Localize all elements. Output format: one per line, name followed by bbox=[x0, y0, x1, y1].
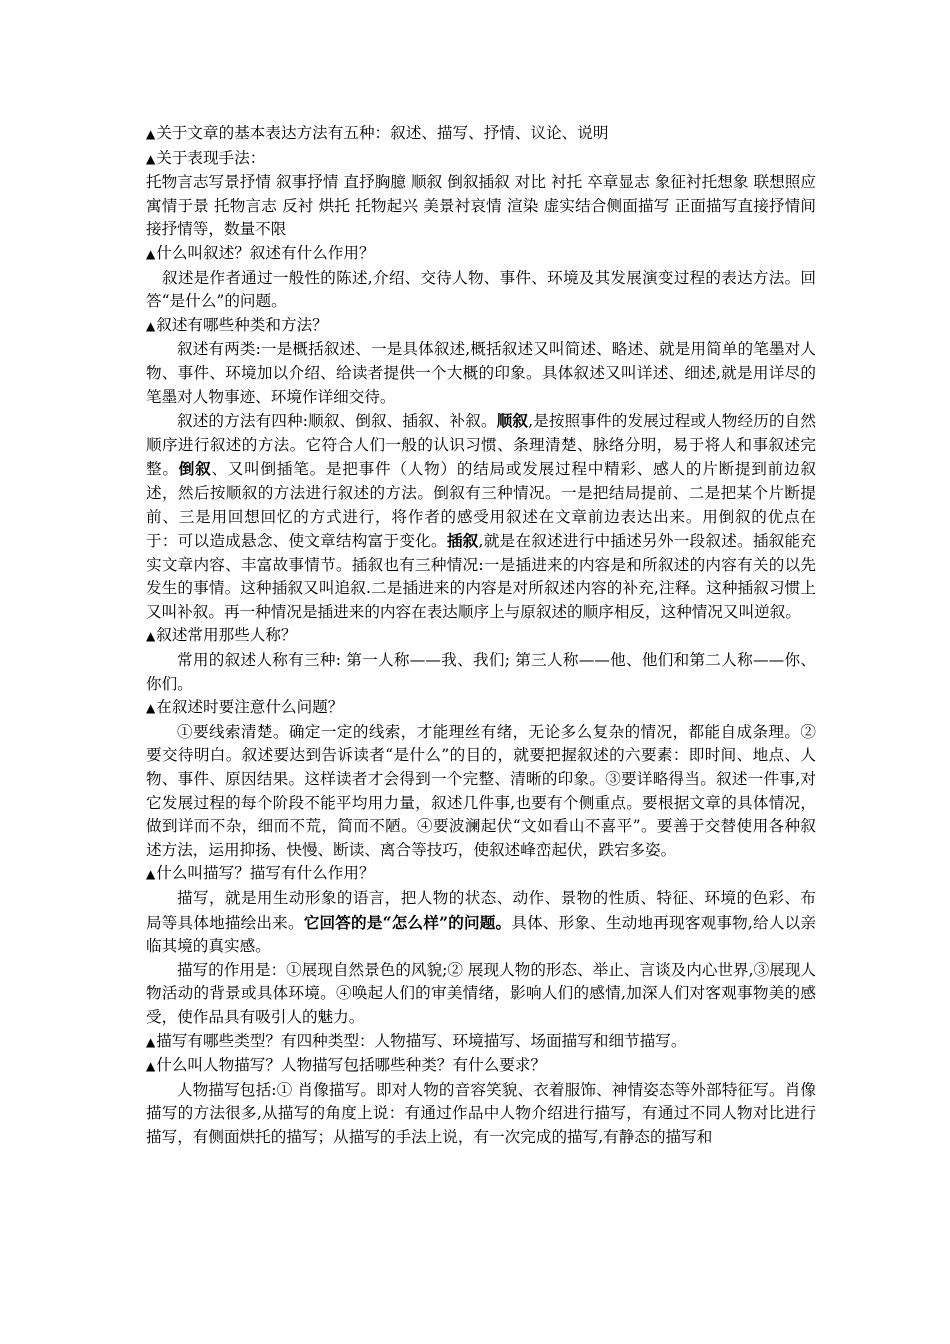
description-text-a: 描写，就是用生动形象的语言，把人物的状态、动作、景物的性质、特征、环境的色彩、布局等具体地描绘出来。 bbox=[146, 889, 816, 932]
heading-narrative-person: ▲ 叙述常用那些人称？ bbox=[146, 624, 816, 649]
heading-what-is-description: ▲ 什么叫描写？描写有什么作用？ bbox=[146, 862, 816, 887]
narration-notes-paragraph: ①要线索清楚。确定一定的线索，才能理丝有绪，无论多么复杂的情况，都能自成条理。②要交待明白。叙述要达到告诉读者“是什么”的目的，就要把握叙述的六要素：即时间、地点、人物、事件、原因结果。这样读者才会得到一个完整、清晰的印象。③要详略得当。叙述一件事,对它发展过程的每个阶段不能平均用力量，叙述几件事,也要有个侧重点。要根据文章的具体情况，做到详而不杂，细而不荒，简而不陋。④要波澜起伏“文如看山不喜平”。要善于交替使用各种叙述方法，运用抑扬、快慢、断读、离合等技巧，使叙述峰峦起伏，跌宕多姿。 bbox=[146, 722, 816, 859]
character-description-paragraph: 人物描写包括:① 肖像描写。即对人物的音容笑貌、衣着服饰、神情姿态等外部特征写。肖像描写的方法很多,从描写的角度上说：有通过作品中人物介绍进行描写，有通过不同人物对比进行描写，有侧面烘托的描写；从描写的手法上说，有一次完成的描写,有静态的描写和 bbox=[146, 1080, 816, 1146]
term-shunxu: 顺叙 bbox=[496, 411, 529, 431]
term-daoxu: 倒叙 bbox=[178, 459, 212, 479]
narration-methods-paragraph bbox=[146, 409, 816, 624]
methods-intro: 叙述的方法有四种:顺叙、倒叙、插叙、补叙。 bbox=[177, 412, 497, 431]
shunxu-text: ,是按照事件的发展过程或人物经历的自然顺序进行叙述的方法。它符合人们一般的认识习惯、条理清楚、脉络分明，易于将人和事叙述完整。 bbox=[146, 412, 816, 479]
daoxu-text: 、又叫倒插笔。是把事件（人物）的结局或发展过程中精彩、感人的片断提到前边叙述，然后按顺叙的方法进行叙述的方法。倒叙有三种情况。一是把结局提前、二是把某个片断提前、三是用回想回忆的方式进行，将作者的感受用叙述在文章前边表达出来。用倒叙的优点在于：可以造成悬念、使文章结构富于变化。 bbox=[146, 460, 816, 551]
heading-description-types: ▲ 描写有哪些类型？有四种类型：人物描写、环境描写、场面描写和细节描写。 bbox=[146, 1030, 816, 1055]
heading-character-description: ▲ 什么叫人物描写？人物描写包括哪些种类？有什么要求？ bbox=[146, 1054, 816, 1079]
term-chaxu: 插叙 bbox=[446, 531, 479, 551]
techniques-list: 托物言志写景抒情 叙事抒情 直抒胸臆 顺叙 倒叙插叙 对比 衬托 卒章显志 象征衬托想象 联想照应 寓情于景 托物言志 反衬 烘托 托物起兴 美景衬哀情 渲染 虚实结合侧面描写 正面描写直接抒情间接抒情等，数量不限 bbox=[146, 173, 816, 239]
narrative-person-paragraph: 常用的叙述人称有三种: 第一人称——我、我们; 第三人称——他、他们和第二人称——你、你们。 bbox=[146, 651, 816, 693]
chaxu-text: ,就是在叙述进行中插述另外一段叙述。插叙能充实文章内容、丰富故事情节。插叙也有三种情况:一是插进来的内容是和所叙述的内容有关的以先发生的事情。这种插叙又叫追叙.二是插进来的内容是对所叙述内容的补充,注释。这种插叙习惯上又叫补叙。再一种情况是插进来的内容在表达顺序上与原叙述的顺序相反，这种情况又叫逆叙。 bbox=[146, 532, 816, 621]
heading-narration-types: ▲ 叙述有哪些种类和方法？ bbox=[146, 314, 816, 339]
heading-expression-methods: ▲ 关于文章的基本表达方法有五种：叙述、描写、抒情、议论、说明 bbox=[146, 122, 816, 147]
heading-techniques: ▲ 关于表现手法： bbox=[146, 147, 816, 172]
narration-types-paragraph: 叙述有两类:一是概括叙述、一是具体叙述,概括叙述又叫简述、略述、就是用简单的笔墨对人物、事件、环境加以介绍、给读者提供一个大概的印象。具体叙述又叫详述、细述,就是用详尽的笔墨对人物事迹、环境作详细交待。 bbox=[146, 340, 816, 406]
description-definition bbox=[146, 887, 816, 959]
heading-what-is-narration: ▲ 什么叫叙述？叙述有什么作用？ bbox=[146, 242, 816, 267]
document-page bbox=[146, 122, 816, 1150]
description-bold: 它回答的是“怎么样”的问题。 bbox=[303, 912, 512, 932]
description-functions: 描写的作用是：①展现自然景色的风貌;② 展现人物的形态、举止、言谈及内心世界,③展现人物活动的背景或具体环境。④唤起人们的审美情绪，影响人们的感情,加深人们对客观事物美的感受，使作品具有吸引人的魅力。 bbox=[146, 960, 816, 1026]
narration-definition: 叙述是作者通过一般性的陈述,介绍、交待人物、事件、环境及其发展演变过程的表达方法。回答“是什么”的问题。 bbox=[146, 268, 816, 311]
description-text-c: 具体、形象、生动地再现客观事物,给人以亲临其境的真实感。 bbox=[146, 913, 816, 956]
heading-narration-notes: ▲ 在叙述时要注意什么问题？ bbox=[146, 696, 816, 721]
